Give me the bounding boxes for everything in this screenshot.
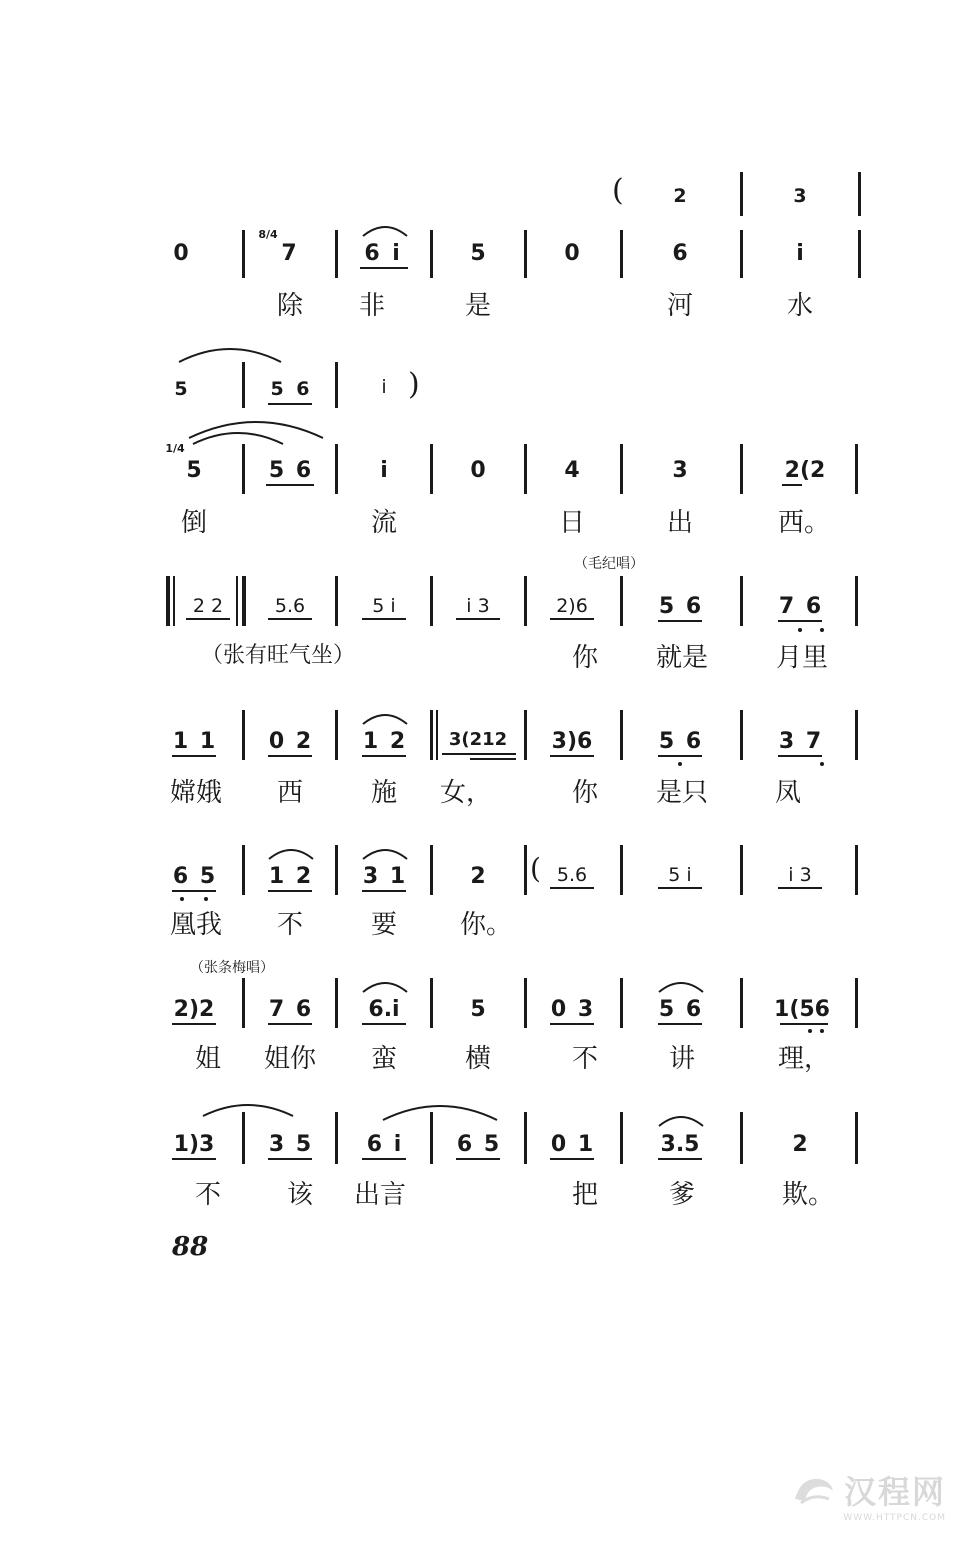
underline <box>362 618 406 620</box>
lyric: 就是 <box>655 643 709 673</box>
note: 5 <box>186 458 202 483</box>
note: 5 6 <box>268 458 312 483</box>
bar-line <box>524 576 527 626</box>
page-number: 88 <box>172 1232 209 1262</box>
underline <box>268 755 312 757</box>
lyric: 不 <box>194 1180 222 1210</box>
underline <box>268 618 312 620</box>
low-dot <box>204 897 208 901</box>
note: 5 i <box>372 595 396 617</box>
underline <box>550 1023 594 1025</box>
bar-line <box>524 444 527 494</box>
underline <box>780 1023 828 1025</box>
underline <box>550 887 594 889</box>
lyric: 出 <box>666 508 694 538</box>
slur <box>266 845 316 861</box>
note: 7 6 <box>778 594 822 619</box>
note: 4 <box>564 458 580 483</box>
note: 0 <box>470 458 486 483</box>
slur <box>360 222 410 238</box>
bar-line <box>620 230 623 278</box>
repeat-bar <box>173 576 175 626</box>
note: 0 2 <box>268 729 312 754</box>
slur <box>200 1098 296 1118</box>
bar-line <box>740 845 743 895</box>
lyric: 理， <box>777 1044 831 1074</box>
bar-line <box>335 978 338 1028</box>
note: i <box>380 458 388 483</box>
underline <box>778 887 822 889</box>
bar-line <box>430 978 433 1028</box>
note: 3 5 <box>268 1132 312 1157</box>
slur <box>360 845 410 861</box>
note: 2 <box>792 1132 808 1157</box>
low-dot <box>820 1029 824 1033</box>
low-dot <box>820 762 824 766</box>
bar-line <box>855 444 858 494</box>
underline <box>172 1158 216 1160</box>
lyric: 不 <box>276 910 304 940</box>
bar-line <box>740 230 743 278</box>
low-dot <box>820 628 824 632</box>
underline <box>658 755 702 757</box>
lyric: 横 <box>464 1044 492 1074</box>
note: i <box>392 241 400 266</box>
bar-line <box>335 710 338 760</box>
slur <box>176 342 284 364</box>
note: i <box>381 376 387 398</box>
low-dot <box>678 762 682 766</box>
note: i 3 <box>788 864 812 886</box>
note: 5 6 <box>658 997 702 1022</box>
underline <box>268 1158 312 1160</box>
bar-line <box>242 1112 245 1164</box>
lyric: （张有旺气坐） <box>200 643 356 668</box>
bar-line <box>430 1112 433 1164</box>
lyric: 蛮 <box>370 1044 398 1074</box>
note: 2)6 <box>556 595 588 617</box>
note: 2(2 <box>784 458 826 483</box>
note: 6 i <box>366 1132 402 1157</box>
lyric: 西 <box>276 778 304 808</box>
note: 0 <box>564 241 580 266</box>
bar-line <box>242 444 245 494</box>
bar-line <box>855 1112 858 1164</box>
underline <box>360 267 408 269</box>
note: 3.5 <box>660 1132 700 1157</box>
note: 2 <box>673 185 687 207</box>
lyric: 除 <box>276 291 304 321</box>
underline <box>658 887 702 889</box>
note: 7 6 <box>268 997 312 1022</box>
bar-line <box>855 845 858 895</box>
lyric: 你 <box>571 643 599 673</box>
underline <box>658 1158 702 1160</box>
note: 7 <box>281 241 297 266</box>
bar-line <box>620 1112 623 1164</box>
lyric: 日 <box>558 508 586 538</box>
note: 5 <box>470 997 486 1022</box>
note: 3 7 <box>778 729 822 754</box>
slur <box>656 1112 706 1128</box>
watermark <box>843 1467 946 1523</box>
lyric: 河 <box>666 291 694 321</box>
lyric: 女， <box>439 778 493 808</box>
lyric: 要 <box>370 910 398 940</box>
lyric: 姐 <box>194 1044 222 1074</box>
lyric: 施 <box>370 778 398 808</box>
bar-line <box>436 710 438 760</box>
note: 1 2 <box>362 729 406 754</box>
note: 5 6 <box>270 378 310 400</box>
lyric: 欺。 <box>781 1180 835 1210</box>
watermark-logo-icon <box>791 1469 837 1509</box>
bar-line <box>524 1112 527 1164</box>
bar-line <box>620 576 623 626</box>
note: 2 2 <box>192 595 224 617</box>
low-dot <box>180 897 184 901</box>
bar-line <box>855 710 858 760</box>
open-paren: ( <box>612 173 624 208</box>
bar-line <box>524 710 527 760</box>
lyric: 凰我 <box>169 910 223 940</box>
underline <box>268 403 312 405</box>
bar-line <box>740 172 743 216</box>
lyric: 出言 <box>353 1180 407 1210</box>
bar-line <box>242 230 245 278</box>
underline <box>362 1023 406 1025</box>
bar-line <box>242 362 245 408</box>
underline <box>268 890 312 892</box>
note: 1(56 <box>774 997 830 1022</box>
note: 5.6 <box>556 864 588 886</box>
lyric: 爹 <box>668 1180 696 1210</box>
bar-line <box>335 444 338 494</box>
note: 0 1 <box>550 1132 594 1157</box>
underline <box>362 755 406 757</box>
note: i <box>796 241 804 266</box>
underline <box>550 755 594 757</box>
underline <box>658 1023 702 1025</box>
lyric: 该 <box>286 1180 314 1210</box>
lyric: 你 <box>571 778 599 808</box>
note: 1)3 <box>173 1132 215 1157</box>
bar-line <box>430 230 433 278</box>
note: 6 <box>364 241 380 266</box>
underline <box>550 618 594 620</box>
underline <box>456 1158 500 1160</box>
repeat-bar <box>236 576 238 626</box>
lyric: 西。 <box>777 508 831 538</box>
meter-mark: 1/4 <box>165 442 185 455</box>
note: 0 <box>173 241 189 266</box>
underline <box>186 618 230 620</box>
lyric: 月里 <box>775 643 829 673</box>
lyric: 流 <box>370 508 398 538</box>
bar-line <box>335 230 338 278</box>
note: 6 5 <box>172 864 216 889</box>
underline <box>782 484 802 486</box>
note: 1 2 <box>268 864 312 889</box>
underline <box>470 758 516 760</box>
bar-line <box>740 710 743 760</box>
underline <box>266 484 314 486</box>
bar-line <box>740 444 743 494</box>
note: 3 <box>672 458 688 483</box>
note: 5.6 <box>274 595 306 617</box>
note: 3 <box>793 185 807 207</box>
bar-line <box>524 845 527 895</box>
bar-line <box>335 845 338 895</box>
note: i 3 <box>466 595 490 617</box>
underline <box>442 753 516 755</box>
lyric: 是只 <box>655 778 709 808</box>
underline <box>658 620 702 622</box>
bar-line <box>430 444 433 494</box>
lyric: 倒 <box>180 508 208 538</box>
underline <box>268 1023 312 1025</box>
lyric: 你。 <box>459 910 513 940</box>
underline <box>362 1158 406 1160</box>
lyric: 不 <box>571 1044 599 1074</box>
meter-mark: 8/4 <box>258 228 278 241</box>
lyric: 水 <box>786 291 814 321</box>
note: 0 3 <box>550 997 594 1022</box>
bar-line <box>242 978 245 1028</box>
bar-line <box>335 362 338 408</box>
watermark-name: 汉程网 <box>843 1473 946 1511</box>
note: 5 6 <box>658 729 702 754</box>
bar-line <box>430 845 433 895</box>
note: 1 1 <box>172 729 216 754</box>
slur <box>360 710 410 726</box>
repeat-bar <box>242 576 246 626</box>
bar-line <box>858 230 861 278</box>
note: 5 i <box>668 864 692 886</box>
slur <box>656 978 706 994</box>
note: 2)2 <box>173 997 215 1022</box>
close-paren: ) <box>408 367 420 402</box>
bar-line <box>858 172 861 216</box>
underline <box>172 890 216 892</box>
bar-line <box>335 1112 338 1164</box>
slur <box>190 426 286 446</box>
underline <box>456 618 500 620</box>
bar-line <box>524 978 527 1028</box>
note: 5 <box>470 241 486 266</box>
underline <box>778 755 822 757</box>
bar-line <box>855 978 858 1028</box>
bar-line <box>620 444 623 494</box>
repeat-bar <box>166 576 170 626</box>
note: 5 <box>174 378 188 400</box>
note: 6.i <box>368 997 400 1022</box>
bar-line <box>430 710 433 760</box>
underline <box>172 1023 216 1025</box>
note: 6 <box>672 241 688 266</box>
note: 6 5 <box>456 1132 500 1157</box>
bar-line <box>855 576 858 626</box>
underline <box>550 1158 594 1160</box>
watermark-url: WWW.HTTPCN.COM <box>843 1513 946 1523</box>
bar-line <box>242 845 245 895</box>
bar-line <box>620 845 623 895</box>
note: 2 <box>470 864 486 889</box>
lyric: 凤 <box>774 778 802 808</box>
slur <box>380 1098 500 1122</box>
low-dot <box>808 1029 812 1033</box>
underline <box>778 620 822 622</box>
open-paren: ( <box>530 852 541 885</box>
note: 5 6 <box>658 594 702 619</box>
lyric: 讲 <box>668 1044 696 1074</box>
bar-line <box>740 576 743 626</box>
slur <box>360 978 410 994</box>
bar-line <box>740 1112 743 1164</box>
bar-line <box>620 710 623 760</box>
lyric: 非 <box>358 291 386 321</box>
bar-line <box>620 978 623 1028</box>
bar-line <box>740 978 743 1028</box>
bar-line <box>524 230 527 278</box>
lyric: 把 <box>571 1180 599 1210</box>
underline <box>172 755 216 757</box>
lyric: 是 <box>464 291 492 321</box>
bar-line <box>335 576 338 626</box>
underline <box>362 890 406 892</box>
note: 3 1 <box>362 864 406 889</box>
low-dot <box>798 628 802 632</box>
lyric: 姐你 <box>263 1044 317 1074</box>
bar-line <box>242 710 245 760</box>
note: 3)6 <box>551 729 593 754</box>
bar-line <box>430 576 433 626</box>
lyric: 嫦娥 <box>169 778 223 808</box>
singer-note: （毛纪唱） <box>574 556 644 572</box>
note: 3(212 <box>448 729 508 750</box>
singer-note: （张条梅唱） <box>190 960 274 976</box>
